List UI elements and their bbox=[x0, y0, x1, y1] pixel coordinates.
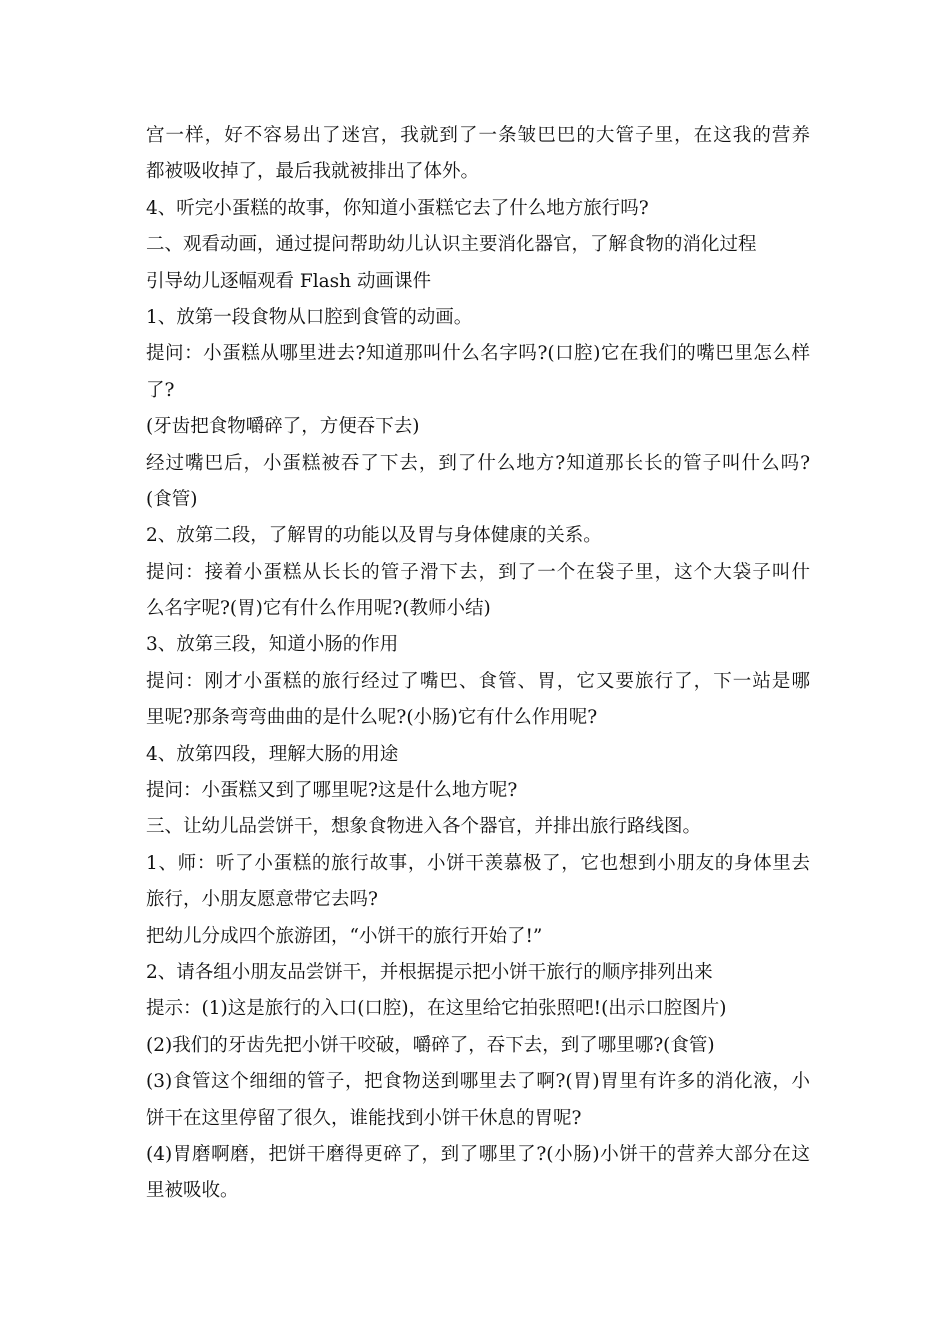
text-line: 都被吸收掉了，最后我就被排出了体外。 bbox=[146, 161, 480, 183]
text-line: 里呢?那条弯弯曲曲的是什么呢?(小肠)它有什么作用呢? bbox=[146, 707, 598, 729]
text-line: 2、请各组小朋友品尝饼干，并根据提示把小饼干旅行的顺序排列出来 bbox=[146, 961, 713, 983]
text-line: 宫一样，好不容易出了迷宫，我就到了一条皱巴巴的大管子里，在这我的营养 bbox=[146, 125, 810, 146]
text-line: 提问：刚才小蛋糕的旅行经过了嘴巴、食管、胃，它又要旅行了，下一站是哪 bbox=[146, 670, 810, 692]
text-line: 引导幼儿逐幅观看 Flash 动画课件 bbox=[146, 270, 431, 292]
document-body bbox=[146, 118, 810, 1210]
text-line: 3、放第三段，知道小肠的作用 bbox=[146, 634, 399, 656]
text-line: (2)我们的牙齿先把小饼干咬破，嚼碎了，吞下去，到了哪里哪?(食管) bbox=[146, 1034, 715, 1056]
text-line: 里被吸收。 bbox=[146, 1180, 239, 1202]
text-line: 1、师：听了小蛋糕的旅行故事，小饼干羡慕极了，它也想到小朋友的身体里去 bbox=[146, 852, 810, 874]
text-line: 4、放第四段，理解大肠的用途 bbox=[146, 743, 399, 765]
text-line: 么名字呢?(胃)它有什么作用呢?(教师小结) bbox=[146, 598, 491, 620]
text-line: 1、放第一段食物从口腔到食管的动画。 bbox=[146, 306, 473, 328]
text-line: 提问：小蛋糕又到了哪里呢?这是什么地方呢? bbox=[146, 780, 518, 802]
text-line: 旅行，小朋友愿意带它去吗? bbox=[146, 889, 378, 911]
text-line: (食管) bbox=[146, 488, 198, 510]
text-line: 4、听完小蛋糕的故事，你知道小蛋糕它去了什么地方旅行吗? bbox=[146, 197, 649, 219]
text-line: 饼干在这里停留了很久，谁能找到小饼干休息的胃呢? bbox=[146, 1107, 582, 1129]
text-line: 提问：小蛋糕从哪里进去?知道那叫什么名字吗?(口腔)它在我们的嘴巴里怎么样 bbox=[146, 343, 810, 365]
text-line: 2、放第二段，了解胃的功能以及胃与身体健康的关系。 bbox=[146, 525, 602, 547]
text-line: 了? bbox=[146, 379, 175, 401]
text-line: 把幼儿分成四个旅游团，“小饼干的旅行开始了!” bbox=[146, 925, 543, 947]
text-line: (4)胃磨啊磨，把饼干磨得更碎了，到了哪里了?(小肠)小饼干的营养大部分在这 bbox=[146, 1143, 810, 1165]
text-line: (3)食管这个细细的管子，把食物送到哪里去了啊?(胃)胃里有许多的消化液，小 bbox=[146, 1071, 810, 1093]
text-line: 经过嘴巴后，小蛋糕被吞了下去，到了什么地方?知道那长长的管子叫什么吗? bbox=[146, 452, 810, 474]
text-line: 二、观看动画，通过提问帮助幼儿认识主要消化器官，了解食物的消化过程 bbox=[146, 234, 757, 256]
text-line: 提问：接着小蛋糕从长长的管子滑下去，到了一个在袋子里，这个大袋子叫什 bbox=[146, 561, 810, 583]
text-line: 三、让幼儿品尝饼干，想象食物进入各个器官，并排出旅行路线图。 bbox=[146, 816, 702, 838]
text-line: 提示：(1)这是旅行的入口(口腔)，在这里给它拍张照吧!(出示口腔图片) bbox=[146, 998, 727, 1020]
text-line: (牙齿把食物嚼碎了，方便吞下去) bbox=[146, 416, 420, 438]
